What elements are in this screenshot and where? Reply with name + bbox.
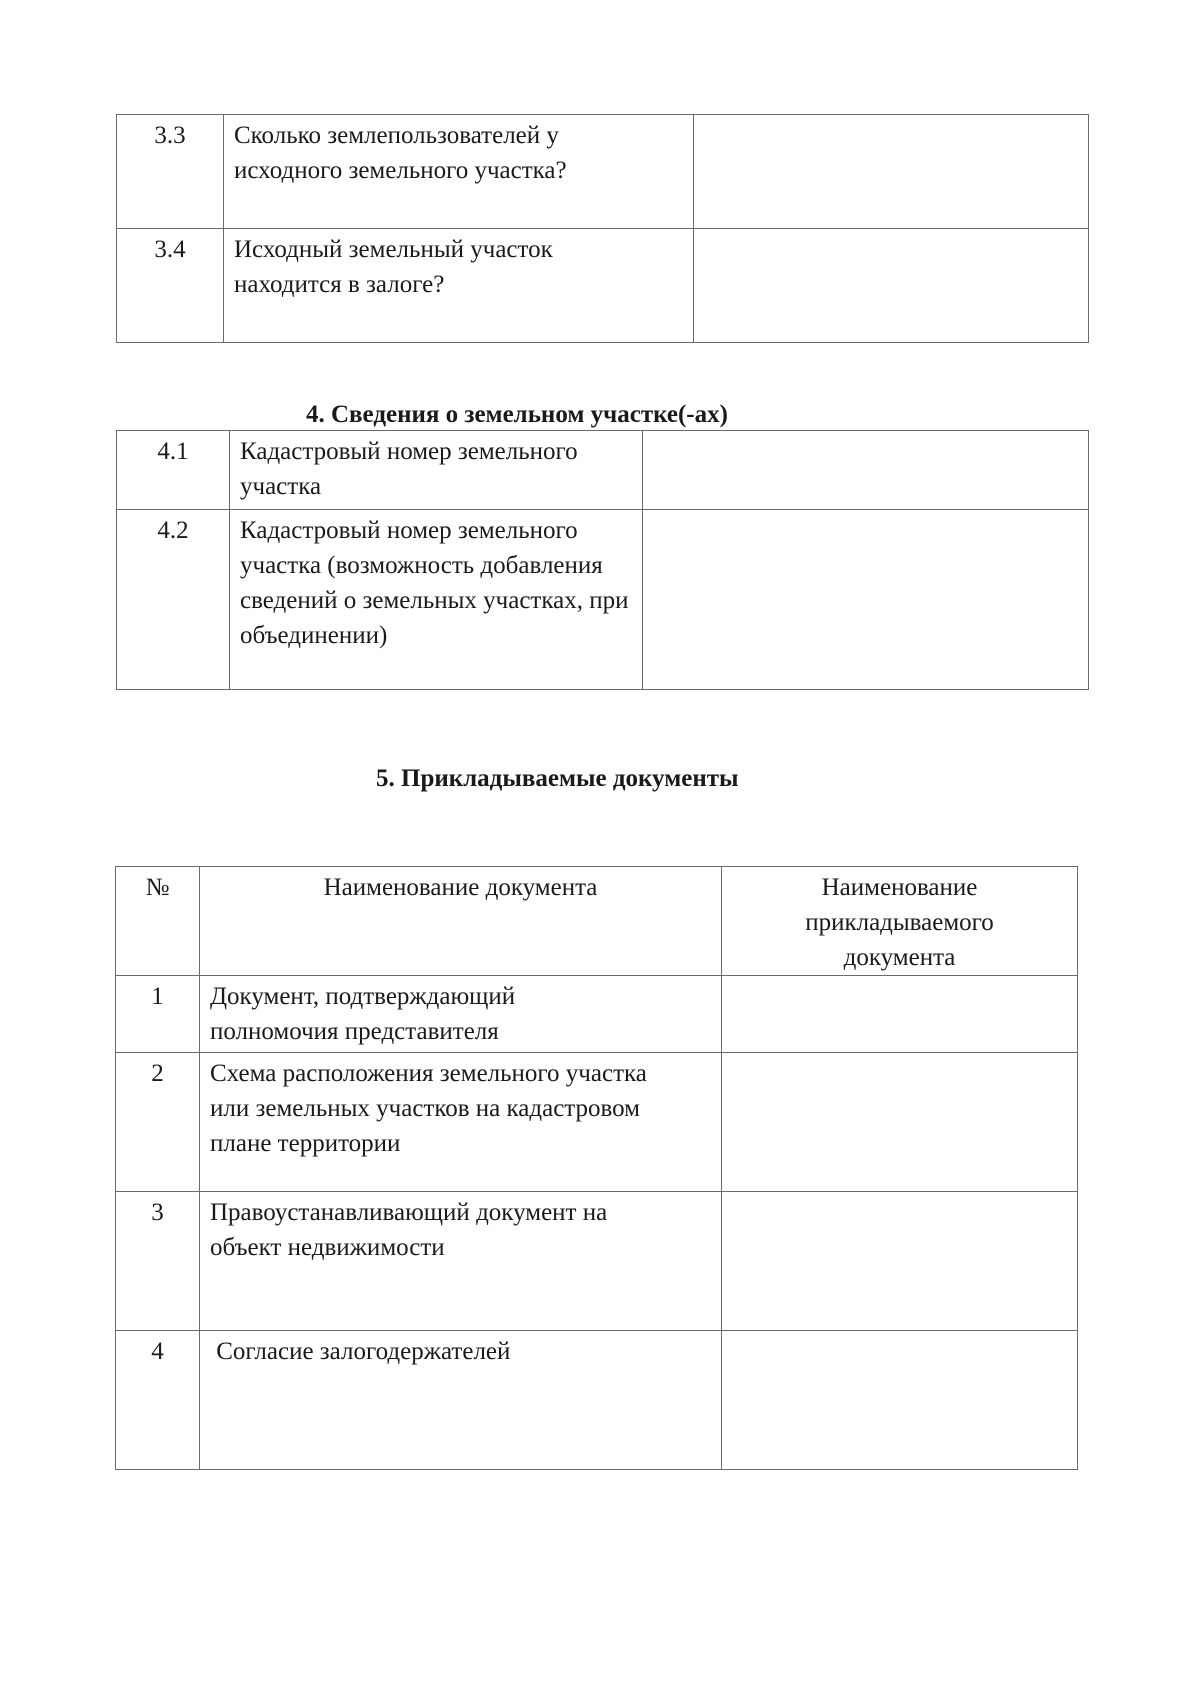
doc-name: Схема расположения земельного участка или земельных участков на кадастровом плане территории	[210, 1060, 647, 1157]
documents-table	[115, 866, 1078, 1470]
column-header	[116, 867, 200, 976]
row-number-cell	[116, 1192, 200, 1331]
row-number-cell	[116, 976, 200, 1053]
label-cell	[230, 510, 643, 690]
question-text: Сколько землепользователей у исходного земельного участка?	[234, 122, 567, 184]
label-cell	[230, 431, 643, 510]
table-header-row	[116, 867, 1078, 976]
label-text: Кадастровый номер земельного участка (возможность добавления сведений о земельных участках, при объединении)	[240, 517, 629, 649]
doc-name-cell	[200, 1053, 722, 1192]
question-cell	[224, 115, 694, 229]
row-number: 2	[151, 1060, 164, 1087]
attached-doc-cell[interactable]	[722, 1192, 1078, 1331]
value-text	[643, 431, 1088, 434]
row-number-cell	[116, 1331, 200, 1470]
table-row	[116, 1331, 1078, 1470]
table-row	[117, 510, 1089, 690]
value-cell[interactable]	[643, 510, 1089, 690]
label-text: Кадастровый номер земельного участка	[240, 438, 578, 500]
doc-name-cell	[200, 1331, 722, 1470]
doc-name-cell	[200, 1192, 722, 1331]
question-cell	[224, 229, 694, 343]
section-4-table	[116, 430, 1089, 690]
table-row	[116, 1053, 1078, 1192]
row-number-cell	[117, 510, 230, 690]
row-number-cell	[117, 431, 230, 510]
table-row	[116, 976, 1078, 1053]
table-row	[117, 431, 1089, 510]
row-number: 1	[151, 983, 164, 1010]
row-number-cell	[116, 1053, 200, 1192]
column-header	[200, 867, 722, 976]
row-number: 4.2	[157, 517, 189, 544]
doc-name: Документ, подтверждающий полномочия представителя	[210, 983, 516, 1045]
table-row	[116, 1192, 1078, 1331]
section-4-heading: 4. Сведения о земельном участке(-ах)	[306, 401, 728, 428]
section-5-heading: 5. Прикладываемые документы	[376, 765, 739, 792]
attached-doc-cell[interactable]	[722, 1331, 1078, 1470]
column-header-number: №	[145, 874, 170, 901]
value-cell[interactable]	[643, 431, 1089, 510]
attached-doc-cell[interactable]	[722, 1053, 1078, 1192]
doc-name-cell	[200, 976, 722, 1053]
row-number: 3	[151, 1199, 164, 1226]
table-row	[117, 229, 1089, 343]
doc-name: Согласие залогодержателей	[210, 1338, 511, 1365]
doc-name: Правоустанавливающий документ на объект недвижимости	[210, 1199, 608, 1261]
row-number: 3.4	[154, 236, 186, 263]
answer-value	[694, 115, 1088, 118]
row-number: 3.3	[154, 122, 186, 149]
row-number-cell	[117, 229, 224, 343]
column-header-attached: Наименование прикладываемого документа	[805, 874, 994, 971]
attached-doc	[722, 1331, 1077, 1334]
attached-doc-cell[interactable]	[722, 976, 1078, 1053]
question-text: Исходный земельный участок находится в залоге?	[234, 236, 553, 298]
attached-doc	[722, 1053, 1077, 1056]
column-header-doc-name: Наименование документа	[323, 874, 598, 901]
table-row	[117, 115, 1089, 229]
row-number: 4	[151, 1338, 164, 1365]
value-text	[643, 510, 1088, 513]
answer-cell[interactable]	[694, 115, 1089, 229]
attached-doc	[722, 976, 1077, 979]
column-header	[722, 867, 1078, 976]
row-number: 4.1	[157, 438, 189, 465]
section-3-table	[116, 114, 1089, 343]
row-number-cell	[117, 115, 224, 229]
answer-value	[694, 229, 1088, 232]
attached-doc	[722, 1192, 1077, 1195]
answer-cell[interactable]	[694, 229, 1089, 343]
